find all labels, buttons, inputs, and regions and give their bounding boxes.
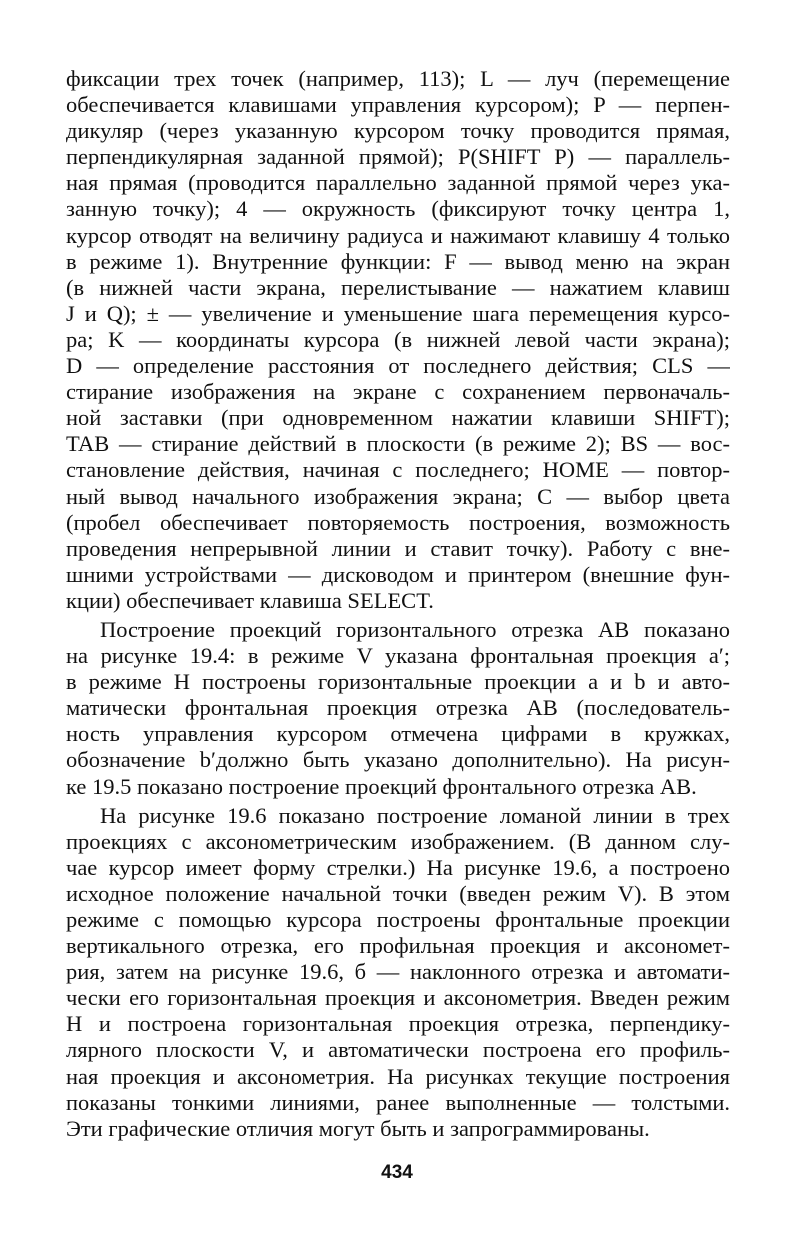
text-line: ная прямая (проводится параллельно заданной прямой через ука- — [66, 170, 730, 196]
text-line: ный вывод начального изображения экрана; C — выбор цвета — [66, 483, 730, 509]
text-line: в режиме 1). Внутренние функции: F — вывод меню на экран — [66, 248, 730, 274]
text-line: H и построена горизонтальная проекция отрезка, перпендику- — [66, 1011, 730, 1037]
text-line: обозначение b′должно быть указано дополнительно). На рисун- — [66, 747, 730, 773]
text-line: стирание изображения на экране с сохранением первоначаль- — [66, 379, 730, 405]
text-line: вертикального отрезка, его профильная проекция и аксономет- — [66, 933, 730, 959]
text-line: становление действия, начиная с последнего; HOME — повтор- — [66, 457, 730, 483]
text-line: курсор отводят на величину радиуса и нажимают клавишу 4 только — [66, 222, 730, 248]
text-line: D — определение расстояния от последнего действия; CLS — — [66, 353, 730, 379]
text-line: показаны тонкими линиями, ранее выполненные — толстыми. — [66, 1089, 730, 1115]
text-line: ность управления курсором отмечена цифрами в кружках, — [66, 721, 730, 747]
text-line: J и Q); ± — увеличение и уменьшение шага перемещения курсо- — [66, 300, 730, 326]
text-line: обеспечивается клавишами управления курсором); P — перпен- — [66, 92, 730, 118]
text-line: TAB — стирание действий в плоскости (в режиме 2); BS — вос- — [66, 431, 730, 457]
text-line: чески его горизонтальная проекция и аксонометрия. Введен режим — [66, 985, 730, 1011]
text-line: дикуляр (через указанную курсором точку проводится прямая, — [66, 118, 730, 144]
text-line: матически фронтальная проекция отрезка AB (последователь- — [66, 695, 730, 721]
text-line: исходное положение начальной точки (введен режим V). В этом — [66, 880, 730, 906]
text-line: в режиме H построены горизонтальные проекции a и b и авто- — [66, 669, 730, 695]
text-line: На рисунке 19.6 показано построение ломаной линии в трех — [100, 802, 730, 828]
paragraph — [66, 803, 730, 1142]
text-line: рия, затем на рисунке 19.6, б — наклонного отрезка и автомати- — [66, 959, 730, 985]
text-line: занную точку); 4 — окружность (фиксируют точку центра 1, — [66, 196, 730, 222]
body-text — [66, 66, 730, 1145]
text-line: ке 19.5 показано построение проекций фронтального отрезка AB. — [66, 773, 697, 799]
page-number: 434 — [381, 1162, 413, 1183]
text-line: на рисунке 19.4: в режиме V указана фронтальная проекция a′; — [66, 643, 730, 669]
text-line: перпендикулярная заданной прямой); P(SHIFT P) — параллель- — [66, 144, 730, 170]
text-line: проведения непрерывной линии и ставит точку). Работу с вне- — [66, 535, 730, 561]
text-line: чае курсор имеет форму стрелки.) На рисунке 19.6, а построено — [66, 854, 730, 880]
paragraph — [66, 66, 730, 614]
text-line: (в нижней части экрана, перелистывание — нажатием клавиш — [66, 274, 730, 300]
text-line: (пробел обеспечивает повторяемость построения, возможность — [66, 509, 730, 535]
text-line: кции) обеспечивает клавиша SELECT. — [66, 587, 434, 613]
text-line: шними устройствами — дисководом и принтером (внешние фун- — [66, 561, 730, 587]
text-line: ной заставки (при одновременном нажатии клавиши SHIFT); — [66, 405, 730, 431]
text-line: проекциях с аксонометрическим изображением. (В данном слу- — [66, 828, 730, 854]
text-line: фиксации трех точек (например, 113); L — луч (перемещение — [66, 66, 730, 91]
text-line: ная проекция и аксонометрия. На рисунках текущие построения — [66, 1063, 730, 1089]
paragraph — [66, 617, 730, 800]
text-line: Эти графические отличия могут быть и запрограммированы. — [66, 1115, 650, 1141]
text-line: режиме с помощью курсора построены фронтальные проекции — [66, 907, 730, 932]
text-line: лярного плоскости V, и автоматически построена его профиль- — [66, 1037, 730, 1063]
text-line: Построение проекций горизонтального отрезка AB показано — [100, 616, 730, 642]
text-line: ра; K — координаты курсора (в нижней левой части экрана); — [66, 326, 730, 352]
